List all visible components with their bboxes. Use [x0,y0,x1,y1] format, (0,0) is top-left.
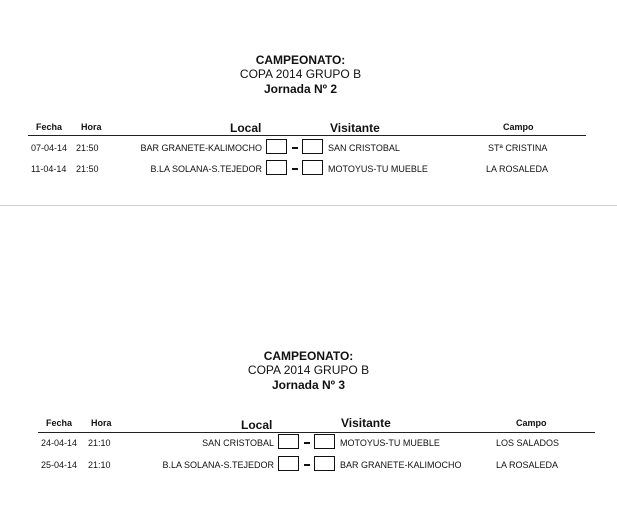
home-score-box[interactable] [266,160,287,175]
away-team: BAR GRANETE-KALIMOCHO [340,460,462,470]
header-rule [38,432,595,433]
home-score-box[interactable] [278,456,299,471]
score-separator [292,147,298,149]
competition-subtitle: COPA 2014 GRUPO B [239,67,362,81]
away-team: MOTOYUS-TU MUEBLE [328,164,428,174]
match-time: 21:10 [88,438,111,448]
page-divider [0,205,617,206]
away-score-box[interactable] [302,160,323,175]
home-team: B.LA SOLANA-S.TEJEDOR [150,164,262,174]
header-rule [28,135,586,136]
match-time: 21:50 [76,164,99,174]
score-separator [292,168,298,170]
header-fecha: Fecha [36,122,63,132]
match-date: 24-04-14 [41,438,78,448]
home-score-box[interactable] [266,139,287,154]
competition-subtitle: COPA 2014 GRUPO B [247,363,370,377]
score-separator [304,464,310,466]
header-campo: Campo [516,418,547,428]
home-team: SAN CRISTOBAL [202,438,274,448]
home-team: BAR GRANETE-KALIMOCHO [140,143,262,153]
round-title: Jornada Nº 3 [271,378,346,392]
championship-title: CAMPEONATO: [263,349,354,363]
field-name: LA ROSALEDA [496,460,559,470]
round-title: Jornada Nº 2 [263,82,338,96]
away-team: SAN CRISTOBAL [328,143,400,153]
header-campo: Campo [503,122,534,132]
header-visitante: Visitante [330,121,380,135]
field-name: LOS SALADOS [496,438,560,448]
header-hora: Hora [81,122,102,132]
header-local: Local [230,121,262,135]
away-team: MOTOYUS-TU MUEBLE [340,438,440,448]
match-date: 11-04-14 [31,164,67,174]
match-date: 07-04-14 [31,143,68,153]
match-time: 21:10 [88,460,111,470]
field-name: LA ROSALEDA [486,164,549,174]
header-fecha: Fecha [46,418,73,428]
header-local: Local [241,418,273,432]
match-time: 21:50 [76,143,99,153]
score-separator [304,442,310,444]
header-hora: Hora [91,418,112,428]
match-date: 25-04-14 [41,460,78,470]
away-score-box[interactable] [314,456,335,471]
home-team: B.LA SOLANA-S.TEJEDOR [162,460,274,470]
header-visitante: Visitante [341,416,391,430]
home-score-box[interactable] [278,434,299,449]
field-name: STª CRISTINA [488,143,548,153]
championship-title: CAMPEONATO: [255,53,346,67]
away-score-box[interactable] [314,434,335,449]
away-score-box[interactable] [302,139,323,154]
